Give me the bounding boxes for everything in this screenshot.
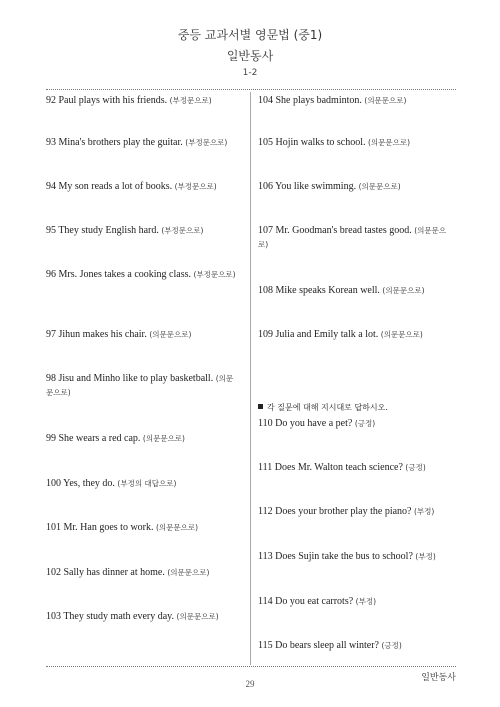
question-96: 96 Mrs. Jones takes a cooking class. (부정문으로) xyxy=(46,269,236,280)
question-94: 94 My son reads a lot of books. (부정문으로) xyxy=(46,181,217,192)
footer-label: 일반동사 xyxy=(421,673,456,683)
question-109: 109 Julia and Emily talk a lot. (의문문으로) xyxy=(258,329,423,340)
question-98: 98 Jisu and Minho like to play basketball. (의문문으로) xyxy=(46,373,234,397)
column-divider xyxy=(250,92,251,665)
question-113: 113 Does Sujin take the bus to school? (부정) xyxy=(258,551,436,562)
question-95: 95 They study English hard. (부정문으로) xyxy=(46,225,204,236)
question-103: 103 They study math every day. (의문문으로) xyxy=(46,611,219,622)
question-106: 106 You like swimming. (의문문으로) xyxy=(258,181,401,192)
question-100: 100 Yes, they do. (부정의 대답으로) xyxy=(46,478,177,489)
question-105: 105 Hojin walks to school. (의문문으로) xyxy=(258,137,411,148)
question-111: 111 Does Mr. Walton teach science? (긍정) xyxy=(258,462,426,473)
page-header xyxy=(0,26,500,64)
instruction: 각 질문에 대해 지시대로 답하시오. xyxy=(258,402,450,413)
question-108: 108 Mike speaks Korean well. (의문문으로) xyxy=(258,285,425,296)
bottom-rule xyxy=(46,666,456,667)
question-99: 99 She wears a red cap. (의문문으로) xyxy=(46,433,185,444)
section-number: 1-2 xyxy=(242,68,258,78)
question-115: 115 Do bears sleep all winter? (긍정) xyxy=(258,640,402,651)
question-112: 112 Does your brother play the piano? (부정) xyxy=(258,506,435,517)
question-102: 102 Sally has dinner at home. (의문문으로) xyxy=(46,567,210,578)
top-rule xyxy=(46,89,456,90)
question-93: 93 Mina's brothers play the guitar. (부정문으로) xyxy=(46,137,228,148)
square-bullet-icon xyxy=(258,404,263,409)
question-104: 104 She plays badminton. (의문문으로) xyxy=(258,95,407,106)
question-101: 101 Mr. Han goes to work. (의문문으로) xyxy=(46,522,199,533)
page-subtitle: 일반동사 xyxy=(226,49,274,63)
page-number: 29 xyxy=(245,679,255,689)
question-97: 97 Jihun makes his chair. (의문문으로) xyxy=(46,329,192,340)
question-114: 114 Do you eat carrots? (부정) xyxy=(258,596,377,607)
question-107: 107 Mr. Goodman's bread tastes good. (의문문으로) xyxy=(258,225,447,249)
page-title: 중등 교과서별 영문법 (중1) xyxy=(177,28,323,42)
question-110: 110 Do you have a pet? (긍정) xyxy=(258,418,376,429)
question-92: 92 Paul plays with his friends. (부정문으로) xyxy=(46,95,212,106)
